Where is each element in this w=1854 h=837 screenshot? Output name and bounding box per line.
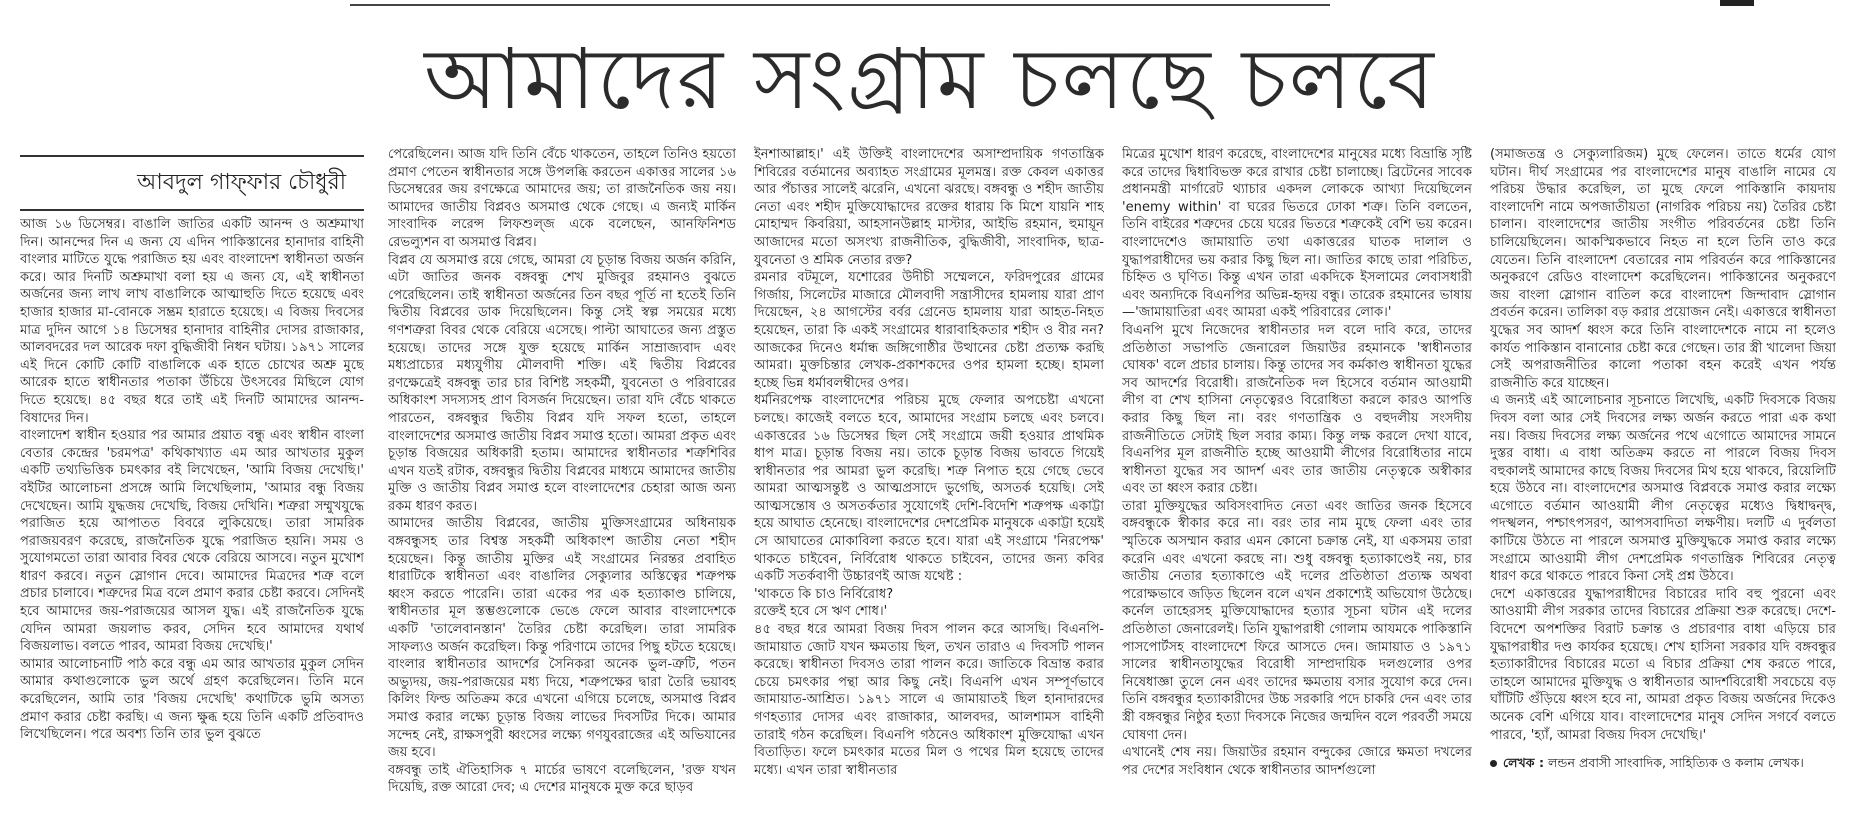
paragraph: ৪৫ বছর ধরে আমরা বিজয় দিবস পালন করে আসছি। বিএনপি-জামায়াত জোট যখন ক্ষমতায় ছিল, তখন তারাও এ দিবসটি পালন করেছে। স্বাধীনতা দিবসও তারা পালন করে। জাতিকে বিভ্রান্ত করার চেয়ে চমৎকার পন্থা আর কিছু নেই। বিএনপি এখন সম্পূর্ণভাবে জামায়াত-আশ্রিত। ১৯৭১ সালে এ জামায়াতই ছিল হানাদারদের গণহত্যার দোসর এবং রাজাকার, আলবদর, আলশামস বাহিনী তারাই গঠন করেছিল। বিএনপি গঠনেও অধিকাংশ মুক্তিযোদ্ধা এখন বিতাড়িত। ফলে চমৎকার মতের মিল ও পথের মিল হয়েছে তাদের মধ্যে। এখন তারা স্বাধীনতার (754, 622, 1104, 778)
author-note (1490, 754, 1836, 772)
column-1-body (20, 216, 364, 744)
paragraph: বাংলাদেশ স্বাধীন হওয়ার পর আমার প্রয়াত বন্ধু এবং স্বাধীন বাংলা বেতার কেন্দ্রের 'চরমপত্র' কথিকাখ্যাত এম আর আখতার মুকুল একটি তথ্যভিত্তিক চমৎকার বই লিখেছেন, 'আমি বিজয় দেখেছি।' বইটির আলোচনা প্রসঙ্গে আমি লিখেছিলাম, 'আমার বন্ধু বিজয় দেখেছেন। আমি যুদ্ধজয় দেখেছি, বিজয় দেখিনি। শত্রুরা সম্মুখযুদ্ধে পরাজিত হয়ে আপাতত বিবরে লুকিয়েছে। তারা সামরিক পরাজয়বরণ করেছে, রাজনৈতিক যুদ্ধে পরাজিত হয়নি। সময় ও সুযোগমতো তারা আবার বিবর থেকে বেরিয়ে আসবে। নতুন মুখোশ ধারণ করবে। নতুন স্লোগান দেবে। আমাদের মিত্রদের শত্রু বলে প্রচার চালাবে। শত্রুদের মিত্র বলে প্রমাণ করার চেষ্টা করবে। সেদিনই হবে আমাদের জয়-পরাজয়ের আসল যুদ্ধ। এই রাজনৈতিক যুদ্ধে যেদিন আমরা জয়লাভ করব, সেদিন হবে আমাদের যথার্থ বিজয়লাভ। বলতে পারব, আমরা বিজয় দেখেছি।' (20, 428, 364, 655)
author-note-text: লন্ডন প্রবাসী সাংবাদিক, সাহিত্যিক ও কলাম লেখক। (1544, 755, 1804, 771)
poem-line: 'থাকতে কি চাও নির্বিরোধ? (754, 586, 894, 602)
column-2 (388, 146, 736, 836)
paragraph: মিত্রের মুখোশ ধারণ করেছে, বাংলাদেশের মানুষের মধ্যে বিভ্রান্তি সৃষ্টি করে তাদের দ্বিধাবিভক্ত করে রাখার চেষ্টা চালাচ্ছে। ব্রিটেনের সাবেক প্রধানমন্ত্রী মার্গারেট থ্যাচার একদল লোককে আখ্যা দিয়েছিলেন 'enemy within' বা ঘরের ভিতরে ঢোকা শত্রু। তিনি বলতেন, তিনি বাইরের শত্রুদের চেয়ে ঘরের ভিতরে শত্রুকেই বেশি ভয় করেন। বাংলাদেশেও জামায়াতি তথা একাত্তরের ঘাতক দালাল ও যুদ্ধাপরাধীদের ভয় করার কিছু ছিল না। জাতির কাছে তারা পরিচিত, চিহ্নিত ও ঘৃণিত। কিন্তু এখন তারা একদিকে ইসলামের লেবাসধারী এবং অন্যদিকে বিএনপির অভিন্ন-হৃদয় বন্ধু। তারেক রহমানের ভাষায়—'জামায়াতিরা এবং আমরা একই পরিবারের লোক।' (1122, 147, 1472, 321)
paragraph: এ জন্যই এই আলোচনার সূচনাতে লিখেছি, একটি দিবসকে বিজয় দিবস বলা আর সেই দিবসের লক্ষ্য অর্জন করতে পারা এক কথা নয়। বিজয় দিবসের লক্ষ্য অর্জনের পথে এগোতে আমাদের সামনে দুস্তর বাধা। এ বাধা অতিক্রম করতে না পারলে বিজয় দিবস বহুকালই আমাদের কাছে বিজয় দিবসের মিথ হয়ে থাকবে, রিয়েলিটি হয়ে উঠবে না। বাংলাদেশের অসমাপ্ত বিপ্লবকে সমাপ্ত করার লক্ষ্যে এগোতে বর্তমান আওয়ামী লীগ নেতৃত্বের মধ্যেও দ্বিধাদ্বন্দ্ব, পদস্খলন, পশ্চাৎপসরণ, আপসবাদিতা লক্ষণীয়। দলটি এ দুর্বলতা কাটিয়ে উঠতে না পারলে অসমাপ্ত মুক্তিযুদ্ধকে সমাপ্ত করার লক্ষ্যে সংগ্রামে আওয়ামী লীগ দেশপ্রেমিক গণতান্ত্রিক শিবিরের নেতৃত্ব ধারণ করে থাকতে পারবে কিনা সেই প্রশ্ন উঠবে। (1490, 393, 1836, 585)
column-5 (1490, 146, 1836, 836)
column-3 (754, 146, 1104, 836)
headline: আমাদের সংগ্রাম চলছে চলবে (424, 30, 1436, 128)
paragraph: বিএনপি মুখে নিজেদের স্বাধীনতার দল বলে দাবি করে, তাদের প্রতিষ্ঠাতা সভাপতি জেনারেল জিয়াউর রহমানকে 'স্বাধীনতার ঘোষক' বলে প্রচার চালায়। কিন্তু তাদের সব কর্মকাণ্ড স্বাধীনতা যুদ্ধের সব আদর্শের বিরোধী। রাজনৈতিক দল হিসেবে বর্তমান আওয়ামী লীগ বা শেখ হাসিনা নেতৃত্বেরও বিরোধিতা করলে কারও আপত্তি করার কিছু ছিল না। বরং গণতান্ত্রিক ও বহুদলীয় সংসদীয় রাজনীতিতে সেটাই ছিল সবার কাম্য। কিন্তু লক্ষ করলে দেখা যাবে, বিএনপির মূল রাজনীতি হচ্ছে আওয়ামী লীগের বিরোধিতার নামে স্বাধীনতা যুদ্ধের সব আদর্শ এবং তার জাতীয় নেতৃত্বকে অস্বীকার এবং তা ধ্বংস করার চেষ্টা। (1122, 322, 1472, 497)
paragraph: আমার আলোচনাটি পাঠ করে বন্ধু এম আর আখতার মুকুল সেদিন আমার কথাগুলোকে ভুল অর্থে গ্রহণ করেছিলেন। তিনি মনে করেছিলেন, আমি তার 'বিজয় দেখেছি' কথাটিকে ভুমি অসত্য প্রমাণ করার চেষ্টা করছি। এ জন্য ক্ষুব্ধ হয়ে তিনি একটি প্রতিবাদও লিখেছিলেন। পরে অবশ্য তিনি তার ভুল বুঝতে (20, 656, 364, 743)
paragraph: (সমাজতন্ত্র ও সেক্যুলারিজম) মুছে ফেলেন। তাতে ধর্মের যোগ ঘটান। দীর্ঘ সংগ্রামের পর বাংলাদেশের মানুষ বাঙালি নামের যে পরিচয় উদ্ধার করেছিল, তা মুছে ফেলে পাকিস্তানি কায়দায় বাংলাদেশি নামে অপজাতীয়তা (নাগরিক পরিচয় নয়) তৈরির চেষ্টা চালান। বাংলাদেশের জাতীয় সংগীত পরিবর্তনের চেষ্টা তিনি চালিয়েছিলেন। আকস্মিকভাবে নিহত না হলে তিনি তাও করে যেতেন। তিনি বাংলাদেশ বেতারের নাম পরিবর্তন করে পাকিস্তানের অনুকরণে রেডিও বাংলাদেশ করেছিলেন। পাকিস্তানের অনুকরণে জয় বাংলা স্লোগান বাতিল করে বাংলাদেশ জিন্দাবাদ স্লোগান প্রবর্তন করেন। তালিকা বড় করার প্রয়োজন নেই। একাত্তরে স্বাধীনতা যুদ্ধের সব আদর্শ ধ্বংস করে তিনি বাংলাদেশকে নামে না হলেও কার্যত পাকিস্তান বানানোর চেষ্টা করে গেছেন। তার স্ত্রী খালেদা জিয়া সেই অপরাজনীতির কালো পতাকা বহন করেই এখন পর্যন্ত রাজনীতি করে যাচ্ছেন। (1490, 147, 1836, 391)
bullet-icon (1490, 760, 1497, 767)
paragraph: আমাদের জাতীয় বিপ্লবের, জাতীয় মুক্তিসংগ্রামের অধিনায়ক বঙ্গবন্ধুসহ তার বিশ্বস্ত সহকর্মী অধিকাংশ জাতীয় নেতা শহীদ হয়েছেন। কিন্তু জাতীয় মুক্তির এই সংগ্রামের নিরন্তর প্রবাহিত ধারাটিকে স্বাধীনতা এবং বাঙালির সেক্যুলার অস্তিত্বের শত্রুপক্ষ ধ্বংস করতে পারেনি। তারা একের পর এক হত্যাকাণ্ড চালিয়ে, স্বাধীনতার মূল স্তম্ভগুলোকে ভেঙে ফেলে আবার বাংলাদেশকে একটি 'তালেবানস্তান' তৈরির চেষ্টা করেছিল। তারা সামরিক সাফল্যও অর্জন করেছিল। কিন্তু পরিণামে তাদের পিছু হটতে হয়েছে। বাংলার স্বাধীনতার আদর্শের সৈনিকরা অনেক ভুল-ত্রুটি, পতন অভ্যুদয়, জয়-পরাজয়ের মধ্য দিয়ে, শত্রুপক্ষের দ্বারা তৈরি ভয়াবহ কিলিং ফিল্ড অতিক্রম করে এখনো এগিয়ে চলেছে, অসমাপ্ত বিপ্লব সমাপ্ত করার লক্ষ্যে চূড়ান্ত বিজয় লাভের দিবসটির দিকে। আমার সন্দেহ নেই, রাক্ষসপুরী ধ্বংসের লক্ষ্যে গণযুবরাজের এই অভিযানের জয় হবে। (388, 516, 736, 761)
byline: আবদুল গাফ্‌ফার চৌধুরী (137, 170, 346, 195)
byline-box (20, 155, 364, 211)
poem-line: রক্তেই হবে সে ঋণ শোধ।' (754, 604, 888, 620)
column-1 (20, 146, 364, 836)
top-rule (350, 4, 1330, 6)
paragraph: এখানেই শেষ নয়। জিয়াউর রহমান বন্দুকের জোরে ক্ষমতা দখলের পর দেশের সংবিধান থেকে স্বাধীনতার আদর্শগুলো (1122, 745, 1472, 778)
column-4 (1122, 146, 1472, 836)
paragraph: পেরেছিলেন। আজ যদি তিনি বেঁচে থাকতেন, তাহলে তিনিও হয়তো প্রমাণ পেতেন স্বাধীনতার সঙ্গে উপলব্ধি করতেন একাত্তর সালের ১৬ ডিসেম্বরের জয় রণক্ষেত্রে আমাদের জয়; তা রাজনৈতিক জয় নয়। আমাদের জাতীয় বিপ্লবও অসমাপ্ত থেকে গেছে। এ জন্যই মার্কিন সাংবাদিক লরেন্স লিফশুল্জ একে বলেছেন, আনফিনিশড রেভল্যুশন বা অসমাপ্ত বিপ্লব। (388, 147, 736, 250)
paragraph: ইনশাআল্লাহ।' এই উক্তিই বাংলাদেশের অসাম্প্রদায়িক গণতান্ত্রিক শিবিরের বর্তমানের অব্যাহত সংগ্রামের মূলমন্ত্র। রক্ত কেবল একাত্তর আর পঁচাত্তর সালেই ঝরেনি, এখনো ঝরছে। বঙ্গবন্ধু ও শহীদ জাতীয় নেতা এবং শহীদ মুক্তিযোদ্ধাদের রক্তের ধারায় কি মিশে যায়নি শাহ মোহাম্মদ কিবরিয়া, আহসানউল্লাহ মাস্টার, আইভি রহমান, হুমায়ূন আজাদের মতো অসংখ্য রাজনীতিক, বুদ্ধিজীবী, সাংবাদিক, ছাত্র-যুবনেতা ও শ্রমিক নেতার রক্ত? (754, 147, 1104, 268)
corner-mark (1720, 0, 1754, 6)
author-note-label: লেখক : (1503, 755, 1544, 771)
paragraph: বঙ্গবন্ধু তাই ঐতিহাসিক ৭ মার্চের ভাষণে বলেছিলেন, 'রক্ত যখন দিয়েছি, রক্ত আরো দেব; এ দেশের মানুষকে মুক্ত করে ছাড়ব (388, 762, 736, 796)
paragraph: আজ ১৬ ডিসেম্বর। বাঙালি জাতির একটি আনন্দ ও অশ্রুমাখা দিন। আনন্দের দিন এ জন্য যে এদিন পাকিস্তানের হানাদার বাহিনী বাংলার মাটিতে যুদ্ধে পরাজিত হয় এবং বাংলাদেশ স্বাধীনতা অর্জন করে। আর দিনটি অশ্রুমাখা বলা হয় এ জন্য যে, এই স্বাধীনতা অর্জনের জন্য লাখ লাখ বাঙালিকে আত্মাহুতি দিতে হয়েছে এবং হাজার হাজার মা-বোনকে সম্ভ্রম হারাতে হয়েছে। এ বিজয় দিবসের মাত্র দুদিন আগে ১৪ ডিসেম্বর হানাদার বাহিনীর দোসর রাজাকার, আলবদরের দল আরেক দফা বুদ্ধিজীবী নিধন ঘটায়। ১৯৭১ সালের এই দিনে কোটি কোটি বাঙালিকে এক হাতে চোখের অশ্রু মুছে আরেক হাতে স্বাধীনতার পতাকা উঁচিয়ে উৎসবের মিছিলে যোগ দিতে হয়েছে। ৪৫ বছর ধরে তাই এই দিনটি আমাদের আনন্দ-বিষাদের দিন। (20, 217, 364, 426)
paragraph: বিপ্লব যে অসমাপ্ত রয়ে গেছে, আমরা যে চূড়ান্ত বিজয় অর্জন করিনি, এটা জাতির জনক বঙ্গবন্ধু শেখ মুজিবুর রহমানও বুঝতে পেরেছিলেন। তাই স্বাধীনতা অর্জনের তিন বছর পূর্তি না হতেই তিনি দ্বিতীয় বিপ্লবের ডাক দিয়েছিলেন। কিন্তু সেই স্বল্প সময়ের মধ্যে গণশত্রুরা বিবর থেকে বেরিয়ে এসেছে। পাল্টা আঘাতের জন্য প্রস্তুত হয়েছে। তাদের সঙ্গে যুক্ত হয়েছে মার্কিন সাম্রাজ্যবাদ এবং মধ্যপ্রাচ্যের মধ্যযুগীয় মৌলবাদী শক্তি। এই দ্বিতীয় বিপ্লবের রণক্ষেত্রেই বঙ্গবন্ধু তার চার বিশিষ্ট সহকর্মী, যুবনেতা ও পরিবারের অধিকাংশ সদস্যসহ প্রাণ বিসর্জন দিয়েছেন। তারা যদি বেঁচে থাকতে পারতেন, বঙ্গবন্ধুর দ্বিতীয় বিপ্লব যদি সফল হতো, তাহলে বাংলাদেশের অসমাপ্ত জাতীয় বিপ্লব সমাপ্ত হতো। আমরা প্রকৃত এবং চূড়ান্ত বিজয়ের অধিকারী হতাম। আমাদের স্বাধীনতার শত্রুশিবির এখন যতই রটাক, বঙ্গবন্ধুর দ্বিতীয় বিপ্লবের মাধ্যমে আমাদের জাতীয় মুক্তি ও জাতীয় বিপ্লব সমাপ্ত হলে বাংলাদেশের চেহারা আজ অন্য রকম ধারণ করত। (388, 252, 736, 514)
paragraph: রমনার বটমূলে, যশোরের উদীচী সম্মেলনে, ফরিদপুরের গ্রামের গির্জায়, সিলেটের মাজারে মৌলবাদী সন্ত্রাসীদের হামলায় যারা প্রাণ দিয়েছেন, ২৪ আগস্টের বর্বর গ্রেনেড হামলায় যারা আহত-নিহত হয়েছেন, তারা কি একই সংগ্রামের ধারাবাহিকতার শহীদ ও বীর নন? আজকের দিনেও ধর্মান্ধ জঙ্গিগোষ্ঠীর উত্থানের চেষ্টা প্রত্যক্ষ করছি আমরা। মুক্তচিন্তার লেখক-প্রকাশকদের ওপর হামলা হচ্ছে। হামলা হচ্ছে ভিন্ন ধর্মাবলম্বীদের ওপর। (754, 270, 1104, 391)
paragraph: তারা মুক্তিযুদ্ধের অবিসংবাদিত নেতা এবং জাতির জনক হিসেবে বঙ্গবন্ধুকে স্বীকার করে না। বরং তার নাম মুছে ফেলা এবং তার স্মৃতিকে অসম্মান করার এমন কোনো চক্রান্ত নেই, যা একসময় তারা করেনি এবং এখনো করছে না। শুধু বঙ্গবন্ধু হত্যাকাণ্ডেই নয়, চার জাতীয় নেতার হত্যাকাণ্ডে এই দলের প্রতিষ্ঠাতা প্রত্যক্ষ অথবা পরোক্ষভাবে জড়িত ছিলেন বলে এখন প্রকাশ্যেই অভিযোগ উঠেছে। কর্নেল তাহেরসহ মুক্তিযোদ্ধাদের হত্যার সূচনা ঘটান এই দলের প্রতিষ্ঠাতা জেনারেলই। তিনি যুদ্ধাপরাধী গোলাম আযমকে পাকিস্তানি পাসপোর্টসহ বাংলাদেশে ফিরে আসতে দেন। জামায়াত ও ১৯৭১ সালের স্বাধীনতাযুদ্ধের বিরোধী সাম্প্রদায়িক দলগুলোর ওপর নিষেধাজ্ঞা তুলে নেন এবং তাদের ক্ষমতায় বসার সুযোগ করে দেন। তিনি বঙ্গবন্ধুর হত্যাকারীদের উচ্চ সরকারি পদে চাকরি দেন এবং তার স্ত্রী বঙ্গবন্ধুর নিষ্ঠুর হত্যা দিবসকে নিজের জন্মদিন বলে পরবর্তী সময়ে ঘোষণা দেন। (1122, 498, 1472, 743)
paragraph: ধর্মনিরপেক্ষ বাংলাদেশের পরিচয় মুছে ফেলার অপচেষ্টা এখনো চলছে। কাজেই বলতে হবে, আমাদের সংগ্রাম চলছে এবং চলবে। একাত্তরের ১৬ ডিসেম্বর ছিল সেই সংগ্রামে জয়ী হওয়ার প্রাথমিক ধাপ মাত্র। চূড়ান্ত বিজয় নয়। তাকে চূড়ান্ত বিজয় ভাবতে গিয়েই স্বাধীনতার পর আমরা ভুল করেছি। শত্রু নিপাত হয়ে গেছে ভেবে আমরা আত্মসন্তুষ্ট ও আত্মপ্রসাদে ভুগেছি, অসতর্ক হয়েছি। সেই আত্মসন্তোষ ও অসতর্কতার সুযোগেই দেশি-বিদেশি শত্রুপক্ষ একাট্টা হয়ে আঘাত হেনেছে। বাংলাদেশের দেশপ্রেমিক মানুষকে একাট্টা হয়েই সে আঘাতের মোকাবিলা করতে হবে। যারা এই সংগ্রামে 'নিরপেক্ষ' থাকতে চাইবেন, নির্বিরোধ থাকতে চাইবেন, তাদের জন্য কবির একটি সতর্কবাণী উচ্চারণই আজ যথেষ্ট : (754, 393, 1104, 585)
paragraph: দেশে একাত্তরের যুদ্ধাপরাধীদের বিচারের দাবি বহু পুরনো এবং আওয়ামী লীগ সরকার তাদের বিচারের প্রক্রিয়া শুরু করেছে। দেশে-বিদেশে অপশক্তির বিরাট চক্রান্ত ও প্রচারণার বাধা এড়িয়ে চার যুদ্ধাপরাধীর দণ্ড কার্যকর হয়েছে। শেখ হাসিনা সরকার যদি বঙ্গবন্ধুর হত্যাকারীদের বিচারের মতো এ বিচার প্রক্রিয়া শেষ করতে পারে, তাহলে আমাদের মুক্তিযুদ্ধ ও স্বাধীনতার আদর্শবিরোধী সবচেয়ে বড় ঘাঁটিটি গুঁড়িয়ে ধ্বংস হবে না, আমরা প্রকৃত বিজয় অর্জনের দিকেও অনেক বেশি এগিয়ে যাব। বাংলাদেশের মানুষ সেদিন সগর্বে বলতে পারবে, 'হ্যাঁ, আমরা বিজয় দিবস দেখেছি।' (1490, 586, 1836, 743)
